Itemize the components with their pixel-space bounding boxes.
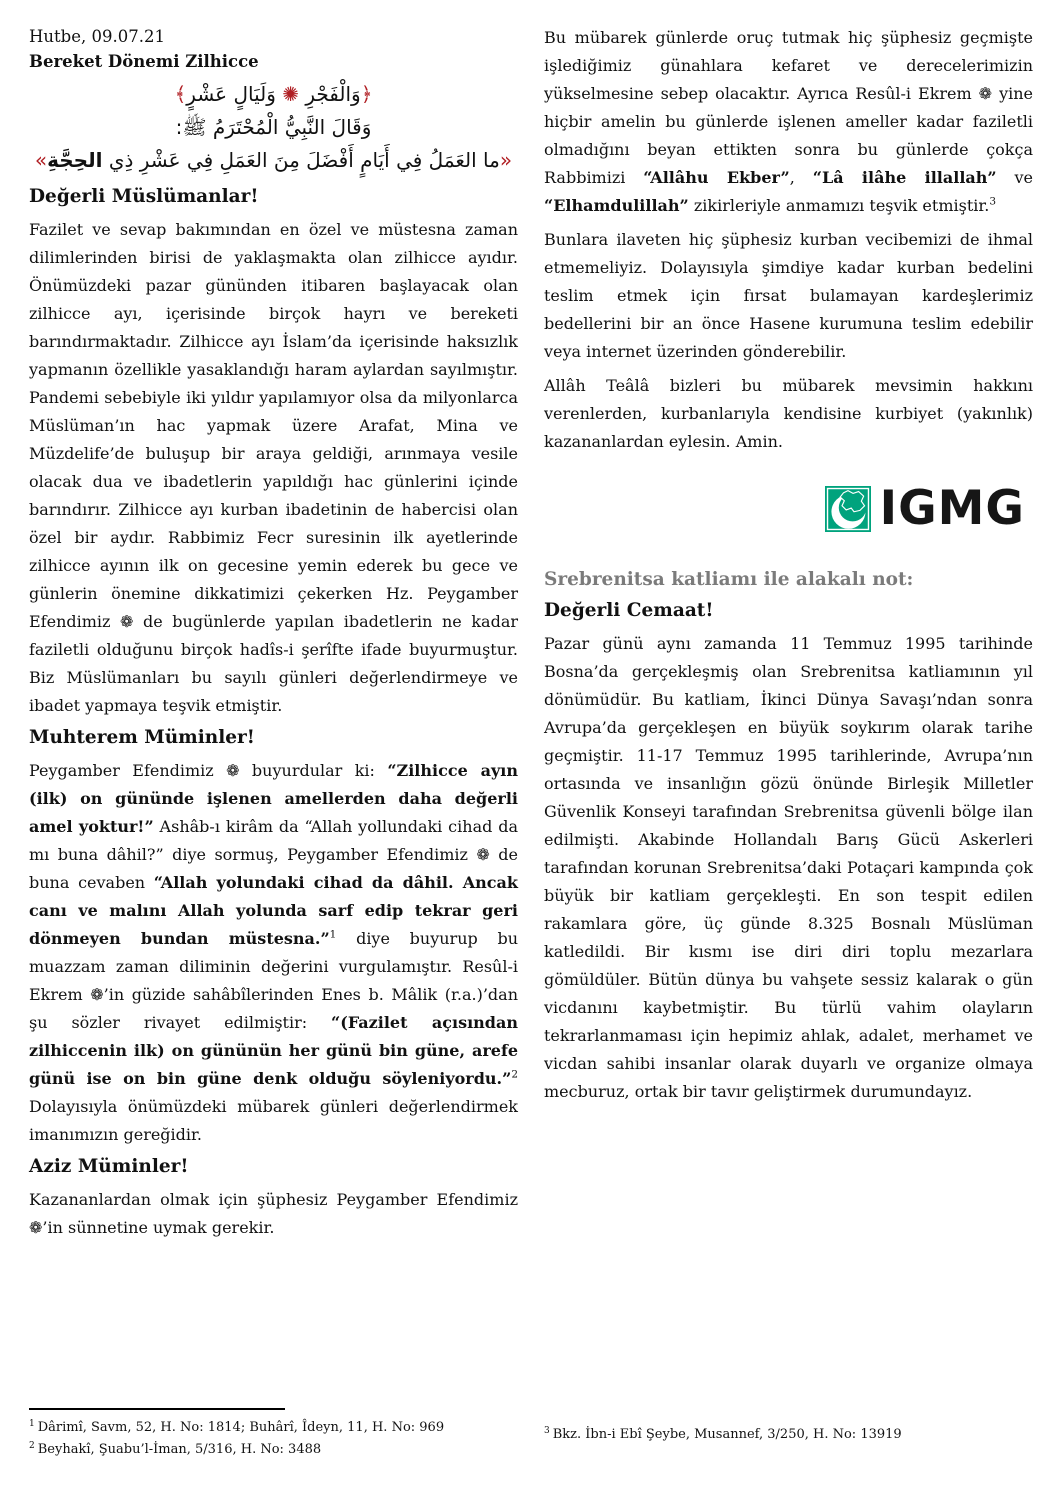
section-heading-degerli-muslumanlar: Değerli Müslümanlar! <box>29 186 259 207</box>
igmg-logo <box>544 481 1025 536</box>
footnote-3-text: Bkz. İbn-i Ebî Şeybe, Musannef, 3/250, H. No: 13919 <box>552 1427 902 1442</box>
paragraph-left-1: Fazilet ve sevap bakımından en özel ve müstesna zaman dilimlerinden birisi de yaklaşmakta olan zilhicce ayıdır. Önümüzdeki pazar gününden itibaren başlayacak olan zilhicce ayı, içerisinde birçok hayrı ve bereketi barındırmaktadır. Zilhicce ayı İslam’da içerisinde haksızlık yapmanın özellikle yasaklandığı haram aylardan sayılmıştır. Pandemi sebebiyle iki yıldır yapılamıyor olsa da milyonlarca Müslüman’ın hac yapmak üzere Arafat, Mina ve Müzdelife’de buluşup bir araya geldiği, arınmaya vesile olacak dua ve ibadetlerin yapıldığı hac günlerini içinde barındırır. Zilhicce ayı kurban ibadetinin de habercisi olan özel bir aydır. Rabbimiz Fecr suresinin ilk ayetlerinde zilhicce ayının ilk on gecesine yemin ederek bu gece ve günlerin önemine dikkatimizi çekerken Hz. Peygamber Efendimiz ❁ de bugünlerde yapılan ibadetlerin ne kadar faziletli olduğunu birçok hadîs-i şerîfte ifade buyurmuştur. Biz Müslümanları bu sayılı günleri değerlendirmeye ve ibadet yapmaya teşvik etmiştir. <box>29 220 518 715</box>
paragraph-right-4: Pazar günü aynı zamanda 11 Temmuz 1995 tarihinde Bosna’da gerçekleşmiş olan Srebrenitsa katliamının yıl dönümüdür. Bu katliam, İkinci Dünya Savaşı’ndan sonra Avrupa’da gerçekleşen en büyük soykırım olarak tarihe geçmiştir. 11-17 Temmuz 1995 tarihlerinde, Avrupa’nın ortasında ve insanlığın gözü önünde Birleşik Milletler Güvenlik Konseyi tarafından Srebrenitsa güvenli bölge ilan edilmişti. Akabinde Hollandalı Barış Gücü Askerleri tarafından korunan Srebrenitsa’daki Potaçari kampında çok büyük bir katliam gerçekleşti. En son tespit edilen rakamlara göre, üç günde 8.325 Bosnalı Müslüman katledildi. Bir kısmı ise diri diri toplu mezarlara gömüldüler. Bütün dünya bu vahşete sessiz kalarak o gün vicdanını kaybetmiştir. Bu türlü vahim olayların tekrarlanmaması için hepimiz ahlak, adalet, merhamet ve vicdan sahibi insanlar olarak duyarlı ve organize olmaya mecburuz, ortak bir tavır geliştirmek durumundayız. <box>544 634 1033 1101</box>
igmg-crescent-europe-icon <box>825 486 871 532</box>
arabic-nabi-line: وَقَالَ النَّبِيُّ الْمُحْتَرَمُ ﷺ: <box>175 115 372 139</box>
right-column <box>544 24 1033 1112</box>
footnote-2 <box>29 1439 518 1461</box>
arabic-ayah-line: ﴿وَالْفَجْرِ ✺ وَلَيَالٍ عَشْرٍ﴾ <box>174 82 373 106</box>
paragraph-right-2: Bunlara ilaveten hiç şüphesiz kurban vecibemizi de ihmal etmemeliyiz. Dolayısıyla şimdiye kadar kurban bedelini teslim etmek için fırsat bulamayan kardeşlerimiz bedellerini bir an önce Hasene kurumuna teslim edebilir veya internet üzerinden gönderebilir. <box>544 230 1033 361</box>
paragraph-right-1: Bu mübarek günlerde oruç tutmak hiç şüphesiz geçmişte işlediğimiz günahlara kefaret ve derecelerimizin yükselmesine sebep olacaktır. Ayrıca Resûl-i Ekrem ❁ yine hiçbir amelin bu günlerde işlenen ameller kadar faziletli olmadığını beyan ettikten sonra bu günlerde çokça Rabbimizi “Allâhu Ekber”, “Lâ ilâhe illallah” ve “Elhamdulillah” zikirleriyle anmamızı teşvik etmiştir.$^3$ <box>544 28 1034 215</box>
arabic-hadith-line: «ما العَمَلُ فِي أَيَامٍ أَفْضَلَ مِنَ العَمَلِ فِي عَشْرِ ذِي الحِجَّةِ» <box>34 148 513 172</box>
arabic-calligraphy-block <box>29 78 518 177</box>
section-heading-aziz-muminler: Aziz Müminler! <box>29 1156 189 1177</box>
section-heading-srebrenitsa-note: Srebrenitsa katliamı ile alakalı not: <box>544 569 914 590</box>
paragraph-right-3: Allâh Teâlâ bizleri bu mübarek mevsimin hakkını verenlerden, kurbanlarıyla kendisine kurbiyet (yakınlık) kazananlardan eylesin. Amin. <box>544 376 1033 451</box>
igmg-wordmark: IGMG <box>879 481 1025 536</box>
footnote-1-text: Dârimî, Savm, 52, H. No: 1814; Buhârî, Îdeyn, 11, H. No: 969 <box>37 1420 445 1435</box>
footnote-3-marker: 3 <box>544 1425 550 1436</box>
footnotes-left <box>29 1408 518 1461</box>
footnote-2-text: Beyhakî, Şuabu’l-İman, 5/316, H. No: 3488 <box>37 1442 322 1457</box>
footnote-3 <box>544 1424 1033 1446</box>
footnote-separator-rule <box>29 1408 285 1410</box>
section-heading-muhterem-muminler: Muhterem Müminler! <box>29 727 255 748</box>
paragraph-left-2: Peygamber Efendimiz ❁ buyurdular ki: “Zilhicce ayın (ilk) on gününde işlenen amellerden daha değerli amel yoktur!” Ashâb-ı kirâm da “Allah yollundaki cihad da mı buna dâhil?” diye sormuş, Peygamber Efendimiz ❁ de buna cevaben “Allah yolundaki cihad da dâhil. Ancak canı ve malını Allah yolunda sarf edip tekrar geri dönmeyen bundan müstesna.”$^1$ diye buyurup bu muazzam zaman diliminin değerini vurgulamıştır. Resûl-i Ekrem ❁’in güzide sahâbîlerinden Enes b. Mâlik (r.a.)’dan şu sözler rivayet edilmiştir: “(Fazilet açısından zilhiccenin ilk) on gününün her günü bin güne, arefe günü ise on bin güne denk olduğu söyleniyordu.”$^2$ Dolayısıyla önümüzdeki mübarek günleri değerlendirmek imanımızın gereğidir. <box>29 761 519 1144</box>
footnotes-right <box>544 1424 1033 1446</box>
document-title: Bereket Dönemi Zilhicce <box>29 52 259 71</box>
document-date: Hutbe, 09.07.21 <box>29 27 165 46</box>
paragraph-left-3: Kazananlardan olmak için şüphesiz Peygamber Efendimiz ❁’in sünnetine uymak gerekir. <box>29 1190 518 1237</box>
footnote-2-marker: 2 <box>29 1440 35 1451</box>
section-heading-degerli-cemaat: Değerli Cemaat! <box>544 600 714 621</box>
left-column <box>29 24 518 1248</box>
footnote-1 <box>29 1417 518 1439</box>
footnote-1-marker: 1 <box>29 1418 35 1429</box>
